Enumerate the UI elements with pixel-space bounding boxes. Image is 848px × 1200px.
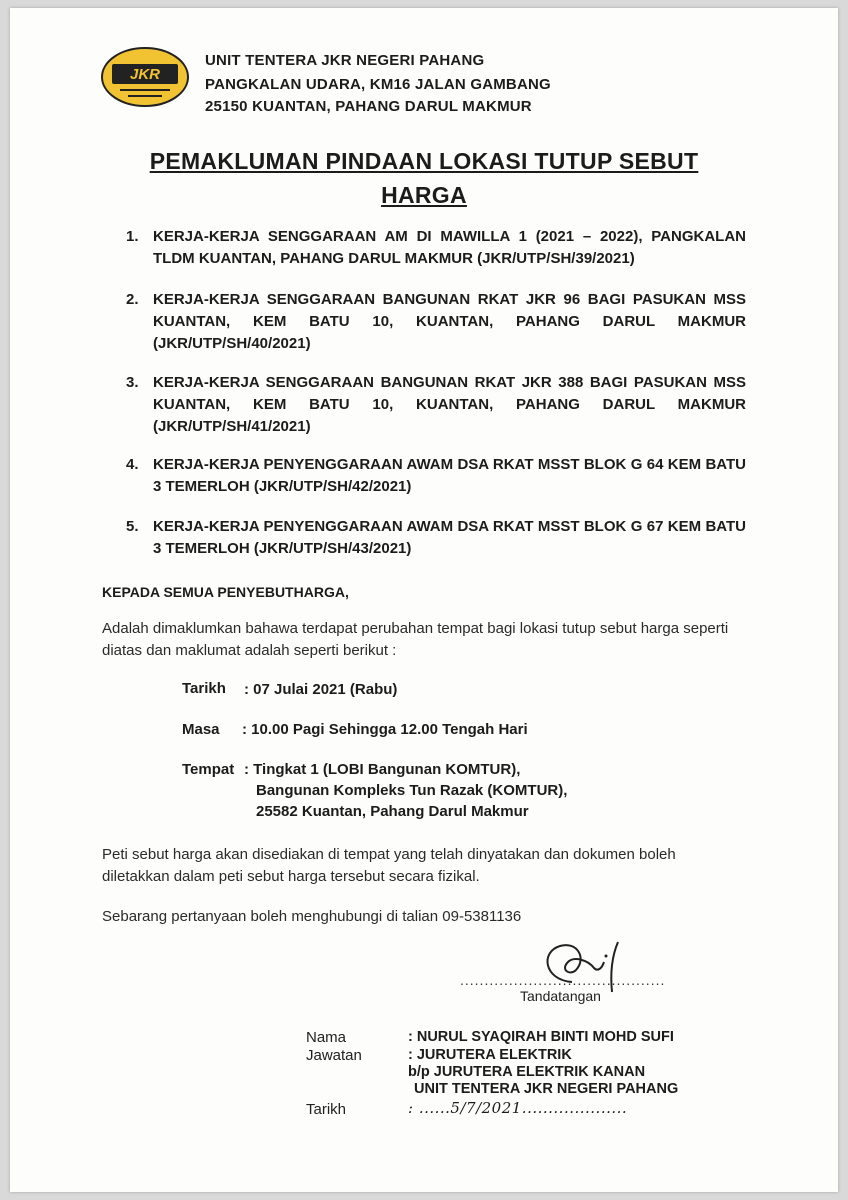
note-paragraph: Peti sebut harga akan disediakan di tempat yang telah dinyatakan dan dokumen boleh diletakkan dalam peti sebut harga tersebut secara fizikal. <box>102 846 676 885</box>
item-number: 5. <box>126 518 139 535</box>
title-line-2: HARGA <box>381 182 467 208</box>
jawatan-label: Jawatan <box>306 1047 362 1064</box>
list-item <box>126 516 746 560</box>
item-text: KERJA-KERJA SENGGARAAN BANGUNAN RKAT JKR 96 BAGI PASUKAN MSS KUANTAN, KEM BATU 10, KUANTAN, PAHANG DARUL MAKMUR (JKR/UTP/SH/40/2021) <box>153 291 746 352</box>
list-item <box>126 454 746 498</box>
item-number: 2. <box>126 291 139 308</box>
tarikh-sign-value: : ......5/7/2021.................... <box>408 1099 628 1117</box>
item-text: KERJA-KERJA PENYENGGARAAN AWAM DSA RKAT MSST BLOK G 67 KEM BATU 3 TEMERLOH (JKR/UTP/SH/43/2021) <box>153 518 746 557</box>
title-line-1: PEMAKLUMAN PINDAAN LOKASI TUTUP SEBUT <box>149 148 699 174</box>
list-item <box>126 226 746 270</box>
tempat-value-3: 25582 Kuantan, Pahang Darul Makmur <box>256 803 529 820</box>
jawatan-value-3: UNIT TENTERA JKR NEGERI PAHANG <box>414 1081 679 1097</box>
list-item <box>126 372 746 438</box>
item-text: KERJA-KERJA SENGGARAAN BANGUNAN RKAT JKR 388 BAGI PASUKAN MSS KUANTAN, KEM BATU 10, KUANTAN, PAHANG DARUL MAKMUR (JKR/UTP/SH/41/2021) <box>153 374 746 435</box>
contact-line: Sebarang pertanyaan boleh menghubungi di talian 09-5381136 <box>102 908 522 925</box>
org-address-2: 25150 KUANTAN, PAHANG DARUL MAKMUR <box>205 98 532 115</box>
jawatan-value-1: : JURUTERA ELEKTRIK <box>408 1047 572 1063</box>
item-number: 3. <box>126 374 139 391</box>
document-page <box>10 8 838 1192</box>
tempat-label: Tempat <box>182 761 235 778</box>
signature-line: .......................................... <box>460 972 666 988</box>
logo-text: JKR <box>129 66 161 83</box>
tarikh-sign-label: Tarikh <box>306 1101 347 1118</box>
masa-label: Masa <box>182 721 220 738</box>
tempat-value-2: Bangunan Kompleks Tun Razak (KOMTUR), <box>256 782 568 799</box>
item-text: KERJA-KERJA PENYENGGARAAN AWAM DSA RKAT MSST BLOK G 64 KEM BATU 3 TEMERLOH (JKR/UTP/SH/42/2021) <box>153 456 746 495</box>
org-name: UNIT TENTERA JKR NEGERI PAHANG <box>205 52 485 69</box>
jkr-logo <box>100 46 190 108</box>
masa-value: : 10.00 Pagi Sehingga 12.00 Tengah Hari <box>242 721 528 738</box>
item-text: KERJA-KERJA SENGGARAAN AM DI MAWILLA 1 (2021 – 2022), PANGKALAN TLDM KUANTAN, PAHANG DARUL MAKMUR (JKR/UTP/SH/39/2021) <box>153 228 746 267</box>
item-number: 1. <box>126 228 139 245</box>
list-item <box>126 289 746 355</box>
org-address-1: PANGKALAN UDARA, KM16 JALAN GAMBANG <box>205 76 551 93</box>
item-number: 4. <box>126 456 139 473</box>
tarikh-value: : 07 Julai 2021 (Rabu) <box>244 681 398 698</box>
jawatan-value-2: b/p JURUTERA ELEKTRIK KANAN <box>408 1064 646 1080</box>
intro-paragraph: Adalah dimaklumkan bahawa terdapat perubahan tempat bagi lokasi tutup sebut harga seperti diatas dan maklumat adalah seperti berikut : <box>102 620 729 659</box>
salutation: KEPADA SEMUA PENYEBUTHARGA, <box>102 584 349 600</box>
nama-value: : NURUL SYAQIRAH BINTI MOHD SUFI <box>408 1029 674 1045</box>
tempat-value-1: : Tingkat 1 (LOBI Bangunan KOMTUR), <box>244 761 521 778</box>
page-title <box>90 144 758 212</box>
tarikh-label: Tarikh <box>182 680 226 697</box>
signature-label: Tandatangan <box>520 988 601 1004</box>
nama-label: Nama <box>306 1029 347 1046</box>
